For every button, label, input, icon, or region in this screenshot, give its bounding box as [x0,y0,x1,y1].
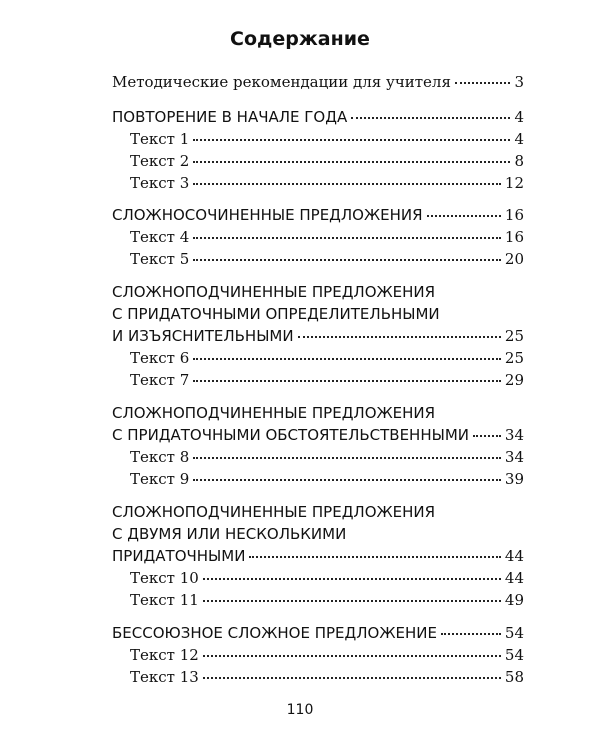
dot-leader [203,600,501,602]
section-heading-label: ПОВТОРЕНИЕ В НАЧАЛЕ ГОДА [112,108,348,126]
toc-text-entry [130,128,524,150]
text-label: Текст 7 [130,371,190,389]
toc-section-heading [112,204,524,226]
section-heading-line: С ДВУМЯ ИЛИ НЕСКОЛЬКИМИ [112,525,347,543]
text-label: Текст 2 [130,152,190,170]
text-label: Текст 6 [130,349,190,367]
section-heading-label: БЕССОЮЗНОЕ СЛОЖНОЕ ПРЕДЛОЖЕНИЕ [112,624,437,642]
text-label: Текст 4 [130,228,190,246]
dot-leader [193,139,510,141]
text-page: 58 [504,668,524,686]
text-label: Текст 9 [130,470,190,488]
toc-section-heading [112,622,524,644]
section-page: 4 [514,108,524,126]
section-heading-line: СЛОЖНОПОДЧИНЕННЫЕ ПРЕДЛОЖЕНИЯ [112,404,436,422]
dot-leader [203,677,501,679]
text-page: 29 [504,371,524,389]
toc-section-heading [112,424,524,446]
dot-leader [193,237,501,239]
text-page: 54 [504,646,524,664]
toc-section-heading [112,325,524,347]
toc-text-entry [130,644,524,666]
dot-leader [193,161,510,163]
toc-text-entry [130,666,524,688]
section-page: 54 [504,624,524,642]
toc-text-entry [130,347,524,369]
section-heading-line: С ПРИДАТОЧНЫМИ ОПРЕДЕЛИТЕЛЬНЫМИ [112,305,440,323]
text-label: Текст 8 [130,448,190,466]
section-heading-label: С ПРИДАТОЧНЫМИ ОБСТОЯТЕЛЬСТВЕННЫМИ [112,426,469,444]
text-page: 4 [514,130,524,148]
dot-leader [193,358,501,360]
text-label: Текст 11 [130,591,199,609]
page-title: Содержание [230,28,370,50]
dot-leader [193,183,501,185]
text-page: 34 [504,448,524,466]
text-label: Текст 12 [130,646,199,664]
toc-text-entry [130,468,524,490]
text-page: 20 [504,250,524,268]
dot-leader [249,556,500,558]
section-page: 34 [504,426,524,444]
section-heading-label: И ИЗЪЯСНИТЕЛЬНЫМИ [112,327,294,345]
toc-text-entry [130,226,524,248]
section-page: 16 [504,206,524,224]
text-label: Текст 13 [130,668,199,686]
toc-text-entry [130,369,524,391]
text-label: Текст 3 [130,174,190,192]
dot-leader [203,655,501,657]
text-page: 8 [514,152,524,170]
toc-text-entry [130,150,524,172]
section-heading-line: СЛОЖНОПОДЧИНЕННЫЕ ПРЕДЛОЖЕНИЯ [112,503,436,521]
toc-text-entry [130,589,524,611]
toc-text-entry [130,446,524,468]
toc-text-entry [130,172,524,194]
page-number: 110 [286,702,314,718]
text-label: Текст 10 [130,569,199,587]
section-heading-label: СЛОЖНОСОЧИНЕННЫЕ ПРЕДЛОЖЕНИЯ [112,206,423,224]
dot-leader [351,117,510,119]
toc-entry-page: 3 [514,73,524,91]
dot-leader [298,336,501,338]
toc-entry-intro [112,71,524,93]
text-page: 25 [504,349,524,367]
text-label: Текст 1 [130,130,190,148]
text-page: 49 [504,591,524,609]
toc-section-heading [112,106,524,128]
dot-leader [441,633,501,635]
toc-text-entry [130,567,524,589]
toc-text-entry [130,248,524,270]
section-page: 25 [504,327,524,345]
dot-leader [427,215,501,217]
toc-entry-label: Методические рекомендации для учителя [112,73,451,91]
text-page: 44 [504,569,524,587]
section-page: 44 [504,547,524,565]
dot-leader [193,380,501,382]
dot-leader [193,457,501,459]
text-label: Текст 5 [130,250,190,268]
section-heading-label: ПРИДАТОЧНЫМИ [112,547,246,565]
text-page: 12 [504,174,524,192]
text-page: 39 [504,470,524,488]
toc-section-heading [112,545,524,567]
text-page: 16 [504,228,524,246]
dot-leader [203,578,501,580]
dot-leader [473,435,501,437]
dot-leader [455,82,511,84]
dot-leader [193,259,501,261]
section-heading-line: СЛОЖНОПОДЧИНЕННЫЕ ПРЕДЛОЖЕНИЯ [112,283,436,301]
dot-leader [193,479,501,481]
